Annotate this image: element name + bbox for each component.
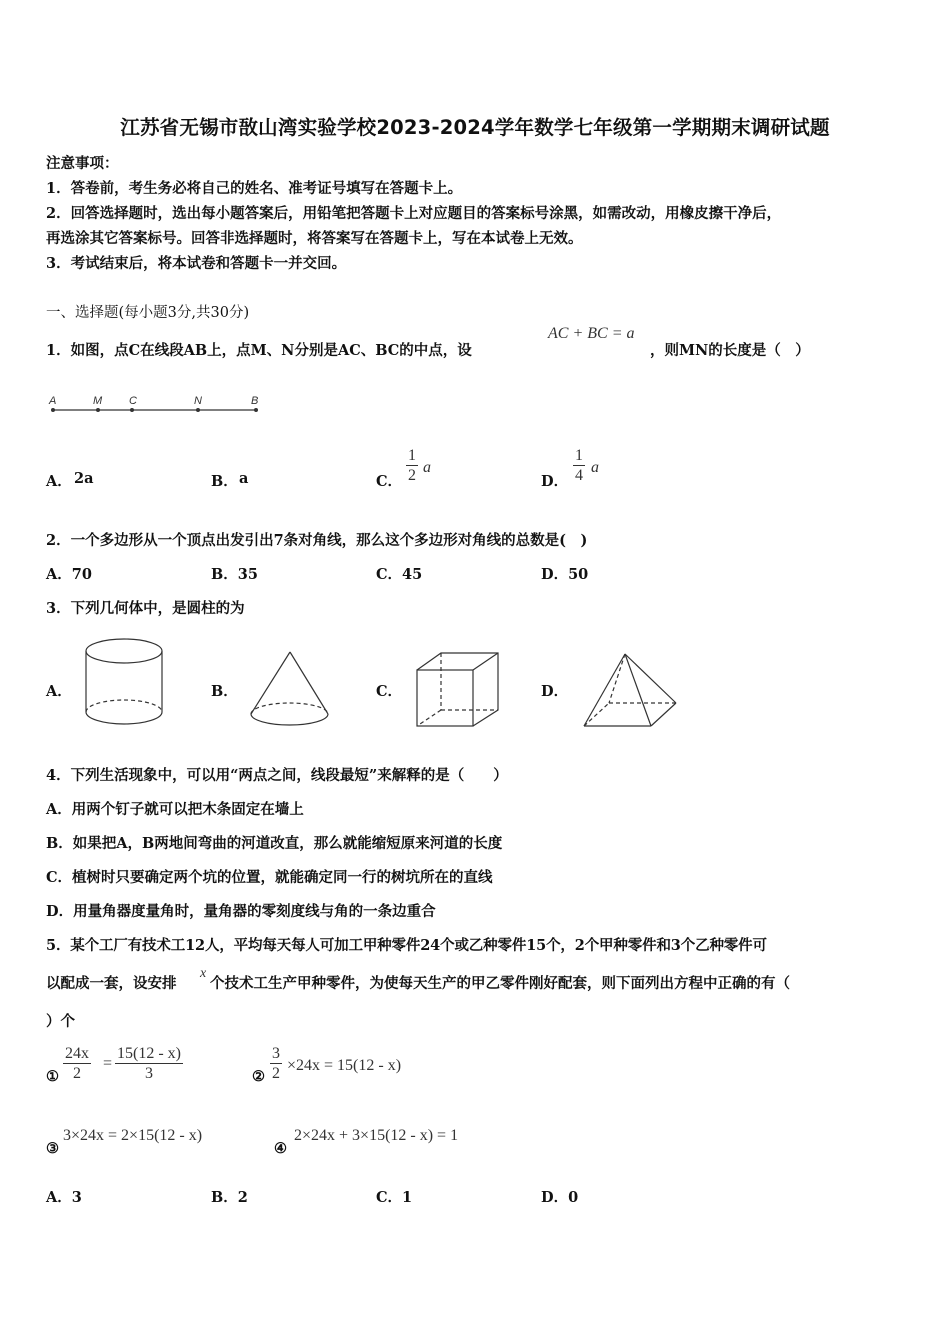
q5-line2-start: 以配成一套，设安排 (46, 975, 177, 992)
eq4: 2×24x + 3×15(12 - x) = 1 (294, 1127, 459, 1144)
cylinder-icon (84, 636, 166, 730)
segment-diagram (46, 390, 266, 420)
q1-option-d-label: D． (541, 473, 569, 490)
q4-option-c: C．植树时只要确定两个坑的位置，就能确定同一行的树坑所在的直线 (46, 869, 493, 886)
q4-option-b: B．如果把A，B两地间弯曲的河道改直，那么就能缩短原来河道的长度 (46, 835, 503, 852)
eq1-marker: ① (46, 1068, 59, 1085)
q1-text: 1．如图，点C在线段AB上，点M、N分别是AC、BC的中点，设 (46, 342, 472, 359)
eq4-marker: ④ (274, 1140, 287, 1157)
fraction-denominator: 2 (272, 1065, 280, 1082)
q4-option-d: D．用量角器度量角时，量角器的零刻度线与角的一条边重合 (46, 903, 436, 920)
fraction-denominator: 3 (144, 1065, 153, 1082)
q1-option-d-fraction (573, 446, 585, 485)
notice-heading: 注意事项： (46, 155, 119, 172)
q1-option-a: 2a (74, 470, 94, 487)
q1-option-b-label: B． (211, 473, 238, 490)
q1-option-c-label: C． (376, 473, 403, 490)
section-heading: 一、选择题(每小题3分,共30分) (46, 305, 250, 321)
q5-option-d: D．0 (541, 1189, 579, 1206)
q4-text: 4．下列生活现象中，可以用“两点之间，线段最短”来解释的是（ ） (46, 767, 508, 784)
fraction-numerator: 1 (408, 447, 416, 464)
q5-variable-x: x (200, 966, 207, 981)
eq2-rest: ×24x = 15(12 - x) (287, 1057, 402, 1074)
fraction-numerator: 15(12 - x) (117, 1045, 181, 1062)
eq1-right-fraction (115, 1044, 183, 1083)
fraction-numerator: 24x (65, 1045, 89, 1062)
page-title: 江苏省无锡市敔山湾实验学校2023-2024学年数学七年级第一学期期末调研试题 (120, 116, 830, 139)
eq3-marker: ③ (46, 1140, 59, 1157)
eq1-left-fraction (63, 1044, 91, 1083)
point-label-a: A (49, 395, 57, 407)
fraction-numerator: 1 (575, 447, 583, 464)
pyramid-icon (581, 651, 679, 731)
q1-text-end: ，则MN的长度是（ ） (650, 342, 810, 359)
eq2-marker: ② (252, 1068, 265, 1085)
eq2-fraction (270, 1044, 282, 1083)
q5-line1: 5．某个工厂有技术工12人，平均每天每人可加工甲种零件24个或乙种零件15个，2个甲种零件和3个乙种零件可 (46, 937, 767, 954)
q1-option-c-fraction (406, 446, 418, 485)
q5-line2-end: 个技术工生产甲种零件，为使每天生产的甲乙零件刚好配套，则下面列出方程中正确的有（ (210, 975, 790, 992)
q2-option-a: A．70 (46, 566, 92, 583)
cube-icon (414, 650, 502, 730)
point-label-n: N (194, 395, 202, 407)
q3-option-d-label: D． (541, 683, 569, 700)
fraction-numerator: 3 (272, 1045, 280, 1062)
q1-option-a-label: A． (46, 473, 72, 490)
q1-formula: AC + BC = a (548, 325, 635, 342)
fraction-denominator: 2 (73, 1065, 81, 1082)
q3-option-b-label: B． (211, 683, 238, 700)
notice-item: 再选涂其它答案标号。回答非选择题时，将答案写在答题卡上，写在本试卷上无效。 (46, 230, 583, 247)
q2-text: 2．一个多边形从一个顶点出发引出7条对角线，那么这个多边形对角线的总数是( ) (46, 532, 588, 549)
fraction-denominator: 2 (408, 467, 416, 484)
fraction-denominator: 4 (575, 467, 583, 484)
cone-icon (248, 650, 332, 732)
notice-item: 2．回答选择题时，选出每小题答案后，用铅笔把答题卡上对应题目的答案标号涂黑，如需改动，用橡皮擦干净后， (46, 205, 782, 222)
q5-option-a: A．3 (46, 1189, 82, 1206)
eq3: 3×24x = 2×15(12 - x) (63, 1127, 203, 1144)
eq1-equals: = (103, 1055, 113, 1072)
point-label-m: M (93, 395, 103, 407)
q3-option-c-label: C． (376, 683, 403, 700)
q4-option-a: A．用两个钉子就可以把木条固定在墙上 (46, 801, 304, 818)
q5-option-c: C．1 (376, 1189, 413, 1206)
q1-option-d-var: a (591, 459, 599, 476)
q5-line3: ）个 (46, 1013, 75, 1030)
notice-item: 1．答卷前，考生务必将自己的姓名、准考证号填写在答题卡上。 (46, 180, 463, 197)
q3-option-a-label: A． (46, 683, 72, 700)
notice-item: 3．考试结束后，将本试卷和答题卡一并交回。 (46, 255, 347, 272)
q3-text: 3．下列几何体中，是圆柱的为 (46, 600, 245, 617)
q2-option-c: C．45 (376, 566, 423, 583)
q2-option-b: B．35 (211, 566, 258, 583)
q2-option-d: D．50 (541, 566, 589, 583)
q1-option-b: a (239, 470, 249, 487)
q5-option-b: B．2 (211, 1189, 248, 1206)
q1-option-c-var: a (423, 459, 431, 476)
point-label-b: B (251, 395, 259, 407)
point-label-c: C (129, 395, 137, 407)
